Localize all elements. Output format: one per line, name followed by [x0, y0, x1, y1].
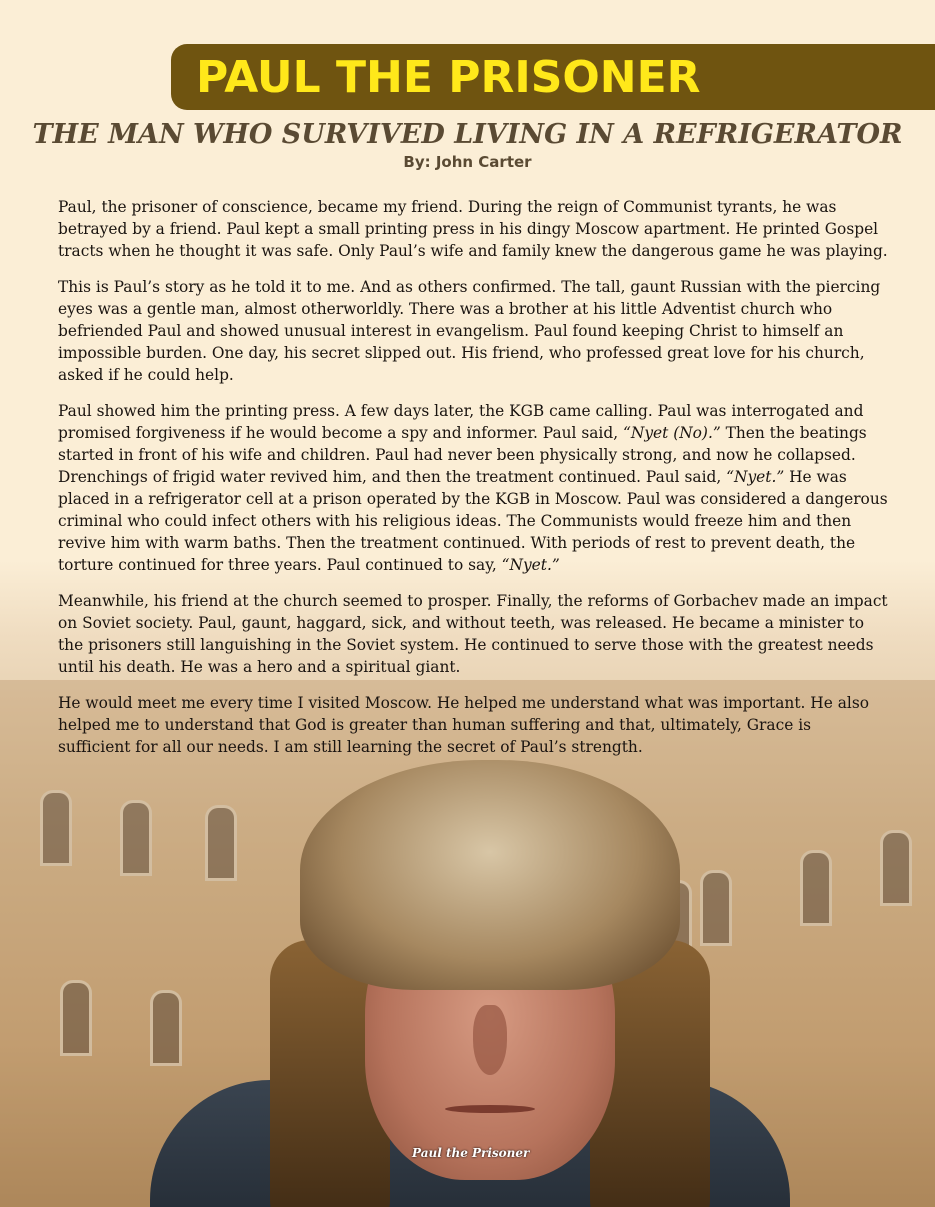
- quote-nyet-no: “Nyet (No).”: [622, 424, 721, 442]
- quote-nyet: “Nyet.”: [726, 468, 785, 486]
- article-body: [58, 196, 888, 772]
- paragraph-3-text: Then the beatings started in front of his wife and children. Paul had never been physically strong, and now he collapsed. Drenchings of frigid water revived him, and then the treatment continued. Paul said,: [58, 424, 867, 486]
- building-window: [205, 805, 237, 881]
- building-window: [150, 990, 182, 1066]
- building-window: [120, 800, 152, 876]
- fur-hat: [300, 760, 680, 990]
- page-title: PAUL THE PRISONER: [196, 52, 701, 103]
- building-window: [800, 850, 832, 926]
- paragraph-5: He would meet me every time I visited Moscow. He helped me understand what was important. He also helped me to understand that God is greater than human suffering and that, ultimately, Grace is sufficient for all our needs. I am still learning the secret of Paul’s strength.: [58, 694, 869, 756]
- paragraph-3-text: He was placed in a refrigerator cell at a prison operated by the KGB in Moscow. Paul was considered a dangerous criminal who could infect others with his religious ideas. The Communists would freeze him and then revive him with warm baths. Then the treatment continued. With periods of rest to prevent death, the torture continued for three years. Paul continued to say,: [58, 468, 888, 574]
- building-window: [880, 830, 912, 906]
- building-window: [40, 790, 72, 866]
- byline: By: John Carter: [403, 153, 532, 171]
- paragraph-1: Paul, the prisoner of conscience, became my friend. During the reign of Communist tyrants, he was betrayed by a friend. Paul kept a small printing press in his dingy Moscow apartment. He printed Gospel tracts when he thought it was safe. Only Paul’s wife and family knew the dangerous game he was playing.: [58, 198, 888, 260]
- quote-nyet: “Nyet.”: [501, 556, 560, 574]
- paragraph-2: This is Paul’s story as he told it to me. And as others confirmed. The tall, gaunt Russian with the piercing eyes was a gentle man, almost otherworldly. There was a brother at his little Adventist church who befriended Paul and showed unusual interest in evangelism. Paul found keeping Christ to himself an impossible burden. One day, his secret slipped out. His friend, who professed great love for his church, asked if he could help.: [58, 278, 881, 384]
- nose: [473, 1005, 507, 1075]
- mouth: [445, 1105, 535, 1113]
- article-subtitle: THE MAN WHO SURVIVED LIVING IN A REFRIGERATOR: [32, 119, 903, 150]
- paragraph-3: [58, 400, 888, 576]
- building-window: [700, 870, 732, 946]
- paragraph-3-text: Paul showed him the printing press. A few days later, the KGB came calling. Paul was interrogated and promised forgiveness if he would become a spy and informer. Paul said,: [58, 402, 864, 442]
- paragraph-4: Meanwhile, his friend at the church seemed to prosper. Finally, the reforms of Gorbachev made an impact on Soviet society. Paul, gaunt, haggard, sick, and without teeth, was released. He became a minister to the prisoners still languishing in the Soviet system. He continued to serve those with the greatest needs until his death. He was a hero and a spiritual giant.: [58, 592, 888, 676]
- building-window: [60, 980, 92, 1056]
- photo-caption: Paul the Prisoner: [412, 1146, 530, 1160]
